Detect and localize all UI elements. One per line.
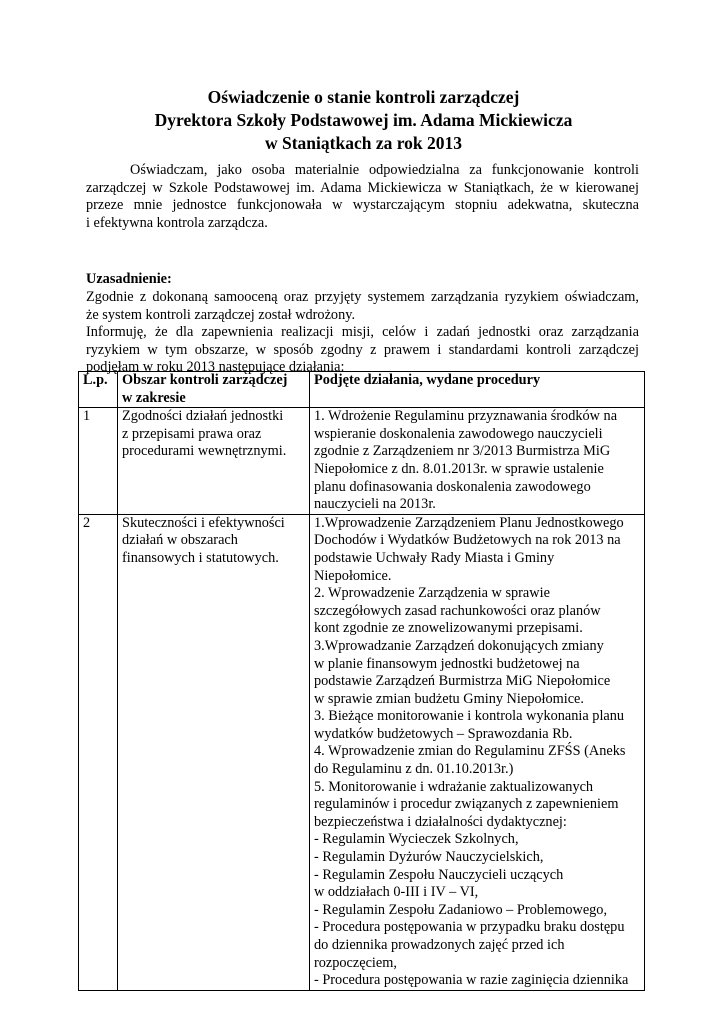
declaration-paragraph — [86, 162, 639, 232]
area-line: finansowych i statutowych. — [122, 549, 279, 566]
justification-line: ryzykiem w tym obszarze, w sposób zgodny z prawem i standardami kontroli zarządczej — [86, 341, 639, 358]
justification-line: że system kontroli zarządczej został wdrożony. — [86, 306, 356, 323]
action-line: do Regulaminu z dn. 01.10.2013r.) — [314, 761, 514, 778]
action-line: Niepołomice z dn. 8.01.2013r. w sprawie ustalenie — [314, 460, 604, 477]
justification-line: Informuję, że dla zapewnienia realizacji misji, celów i zadań jednostki oraz zarządzania — [86, 324, 639, 341]
document-title — [86, 86, 641, 155]
action-line: - Regulamin Zespołu Nauczycieli uczących — [314, 866, 564, 883]
action-line: bezpieczeństwa i działalności dydaktycznej: — [314, 813, 567, 830]
action-line: szczegółowych zasad rachunkowości oraz planów — [314, 602, 601, 619]
action-line: podstawie Uchwały Rady Miasta i Gminy — [314, 549, 555, 566]
action-line: 3.Wprowadzanie Zarządzeń dokonujących zmiany — [314, 637, 604, 654]
action-line: wspieranie doskonalenia zawodowego nauczycieli — [314, 425, 603, 442]
area-line: Skuteczności i efektywności — [122, 514, 285, 531]
area-line: procedurami wewnętrznymi. — [122, 443, 287, 460]
action-line: 5. Monitorowanie i wdrażanie zaktualizowanych — [314, 778, 594, 795]
control-actions-table — [78, 371, 645, 991]
action-line: w planie finansowym jednostki budżetowej na — [314, 655, 580, 672]
action-line: podstawie Zarządzeń Burmistrza MiG Niepołomice — [314, 673, 611, 690]
header-area — [118, 372, 310, 408]
action-line: wydatków budżetowych – Sprawozdania Rb. — [314, 725, 573, 742]
action-line: - Regulamin Wycieczek Szkolnych, — [314, 831, 519, 848]
action-line: 4. Wprowadzenie zmian do Regulaminu ZFŚS (Aneks — [314, 743, 626, 760]
action-line: 1. Wdrożenie Regulaminu przyznawania środków na — [314, 408, 618, 425]
action-line: planu dofinasowania doskonalenia zawodowego — [314, 478, 591, 495]
row-lp: 2 — [79, 514, 118, 990]
action-line: regulaminów i procedur związanych z zapewnieniem — [314, 796, 619, 813]
title-line-1: Oświadczenie o stanie kontroli zarządczej — [207, 87, 520, 107]
table-row — [79, 514, 645, 990]
justification-line: Zgodnie z dokonaną samooceną oraz przyjęty systemem zarządzania ryzykiem oświadczam, — [86, 289, 639, 305]
action-line: rozpoczęciem, — [314, 954, 397, 971]
header-area-line: Obszar kontroli zarządczej — [122, 372, 288, 388]
row-lp: 1 — [79, 408, 118, 515]
justification-line: podjęłam w roku 2013 następujące działania: — [86, 359, 345, 376]
table-row — [79, 408, 645, 515]
declaration-line: Oświadczam, jako osoba materialnie odpowiedzialna za funkcjonowanie kontroli — [130, 162, 639, 178]
area-line: z przepisami prawa oraz — [122, 425, 262, 442]
justification-heading: Uzasadnienie: — [86, 271, 172, 287]
justification-paragraph — [86, 289, 639, 377]
action-line: - Regulamin Zespołu Zadaniowo – Problemowego, — [314, 901, 608, 918]
declaration-line: i efektywna kontrola zarządcza. — [86, 214, 268, 231]
title-line-3: w Staniątkach za rok 2013 — [264, 133, 463, 153]
row-actions — [310, 408, 645, 515]
row-area — [118, 408, 310, 515]
row-area — [118, 514, 310, 990]
area-line: Zgodności działań jednostki — [122, 408, 284, 425]
action-line: kont zgodnie ze znowelizowanymi przepisami. — [314, 620, 583, 637]
header-area-line: w zakresie — [122, 389, 186, 406]
action-line: - Regulamin Dyżurów Nauczycielskich, — [314, 849, 544, 866]
action-line: Niepołomice. — [314, 567, 392, 584]
action-line: w sprawie zmian budżetu Gminy Niepołomice. — [314, 690, 584, 707]
row-actions — [310, 514, 645, 990]
area-line: działań w obszarach — [122, 532, 238, 549]
action-line: - Procedura postępowania w razie zaginięcia dziennika — [314, 972, 629, 989]
header-lp: L.p. — [79, 372, 118, 408]
table-header-row — [79, 372, 645, 408]
declaration-line: zarządczej w Szkole Podstawowej im. Adama Mickiewicza w Staniątkach, że w kierowanej — [86, 179, 639, 196]
action-line: w oddziałach 0-III i IV – VI, — [314, 884, 479, 901]
action-line: do dziennika prowadzonych zajęć przed ich — [314, 937, 565, 953]
action-line: zgodnie z Zarządzeniem nr 3/2013 Burmistrza MiG — [314, 443, 611, 460]
action-line: nauczycieli na 2013r. — [314, 496, 436, 513]
header-actions: Podjęte działania, wydane procedury — [310, 372, 645, 408]
title-line-2: Dyrektora Szkoły Podstawowej im. Adama Mickiewicza — [154, 110, 573, 130]
action-line: 2. Wprowadzenie Zarządzenia w sprawie — [314, 585, 550, 602]
action-line: 3. Bieżące monitorowanie i kontrola wykonania planu — [314, 708, 625, 725]
action-line: 1.Wprowadzenie Zarządzeniem Planu Jednostkowego — [314, 514, 624, 531]
declaration-line: przeze mnie jednostce funkcjonowała w wystarczającym stopniu adekwatna, skuteczna — [86, 197, 639, 214]
action-line: Dochodów i Wydatków Budżetowych na rok 2013 na — [314, 532, 621, 549]
action-line: - Procedura postępowania w przypadku braku dostępu — [314, 919, 625, 936]
